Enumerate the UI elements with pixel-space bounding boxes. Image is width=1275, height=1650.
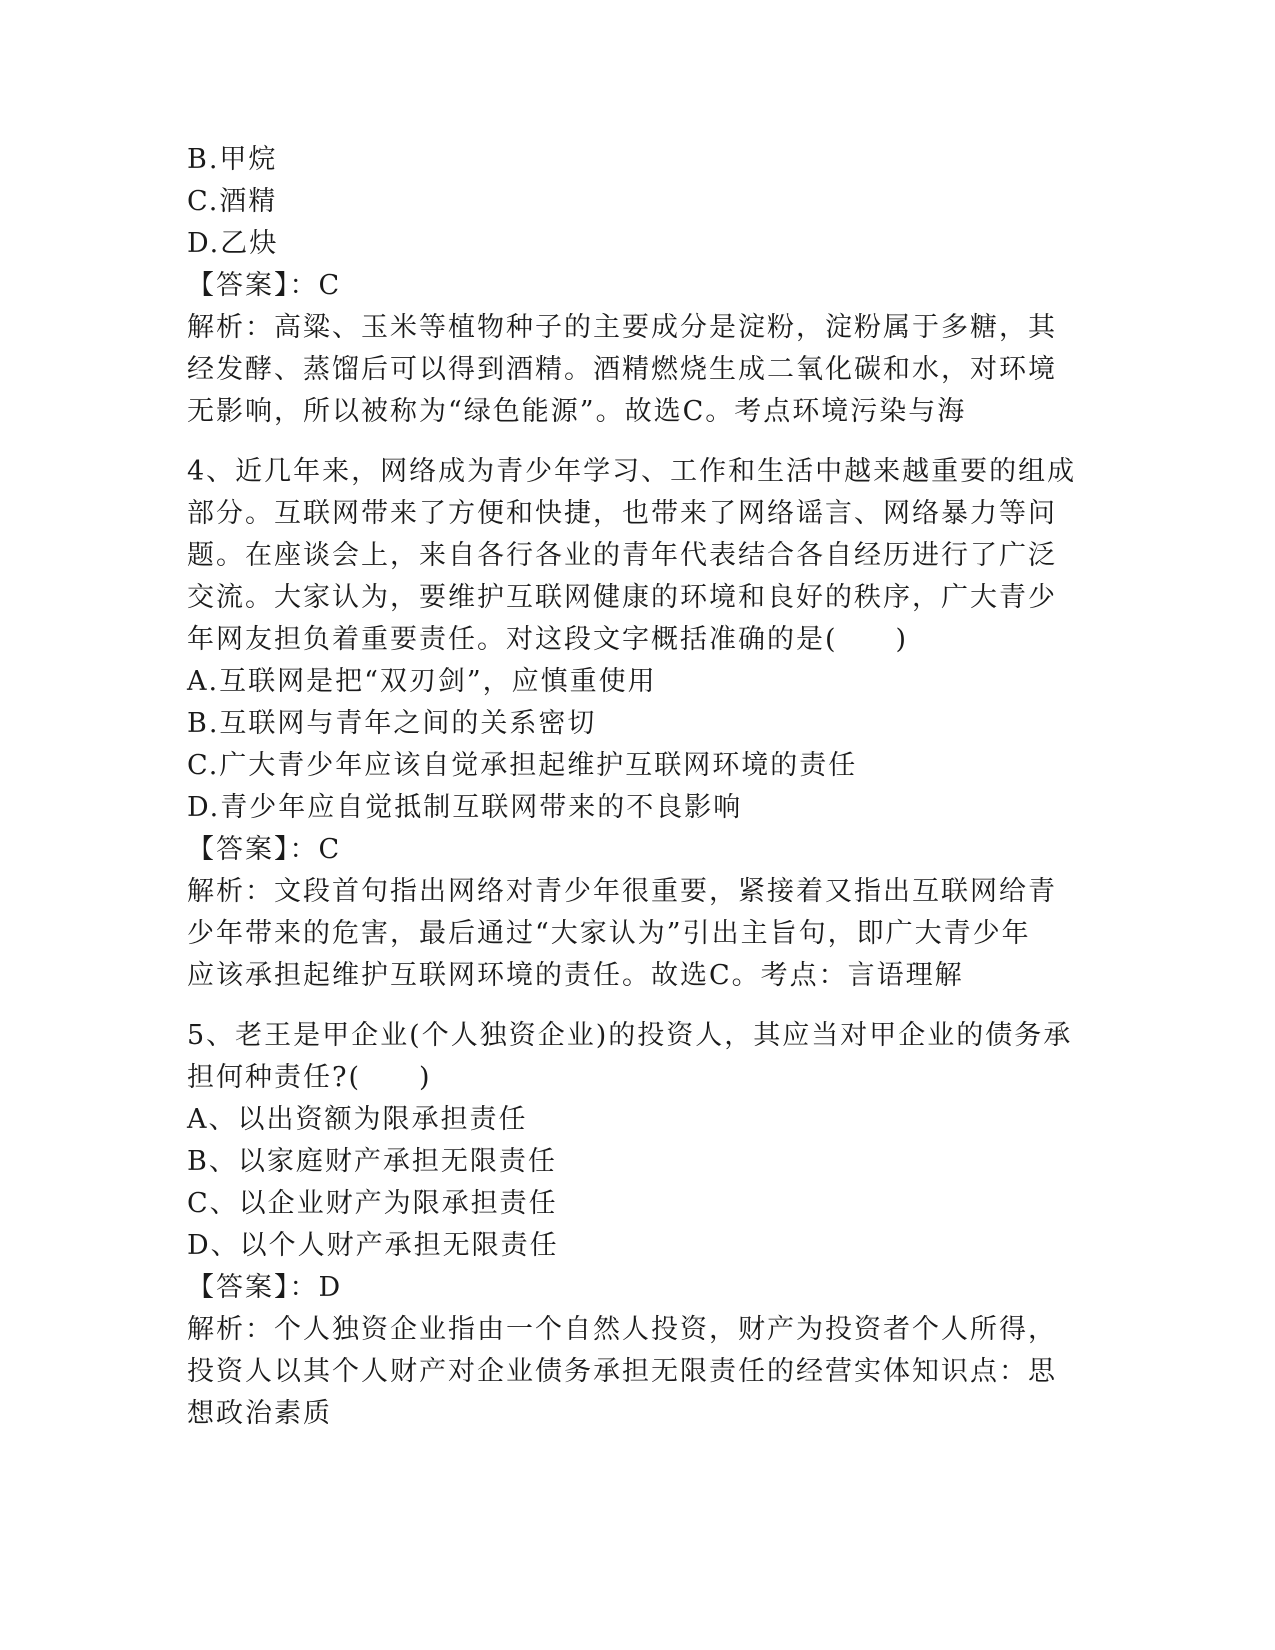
q4-option-c: C.广大青少年应该自觉承担起维护互联网环境的责任 (187, 750, 858, 781)
q4-answer: 【答案】：C (187, 834, 342, 865)
q5-option-a: A、以出资额为限承担责任 (187, 1104, 528, 1135)
q3-option-b: B.甲烷 (187, 144, 278, 175)
q4-option-a: A.互联网是把“双刃剑”，应慎重使用 (187, 666, 657, 697)
q3-explanation-line: 解析：高粱、玉米等植物种子的主要成分是淀粉，淀粉属于多糖，其 (187, 312, 1057, 343)
q3-answer: 【答案】：C (187, 270, 342, 301)
q4-stem-line: 年网友担负着重要责任。对这段文字概括准确的是( ) (187, 624, 909, 655)
q4-stem-line: 题。在座谈会上，来自各行各业的青年代表结合各自经历进行了广泛 (187, 540, 1057, 571)
q3-explanation-line: 经发酵、蒸馏后可以得到酒精。酒精燃烧生成二氧化碳和水，对环境 (187, 354, 1057, 385)
q4-stem-line: 交流。大家认为，要维护互联网健康的环境和良好的秩序，广大青少 (187, 582, 1057, 613)
q3-option-c: C.酒精 (187, 186, 278, 217)
q5-option-d: D、以个人财产承担无限责任 (187, 1230, 559, 1261)
q4-explanation-line: 应该承担起维护互联网环境的责任。故选C。考点：言语理解 (187, 960, 964, 991)
q4-option-d: D.青少年应自觉抵制互联网带来的不良影响 (187, 792, 743, 823)
q3-explanation-line: 无影响，所以被称为“绿色能源”。故选C。考点环境污染与海 (187, 396, 967, 427)
q5-answer: 【答案】：D (187, 1272, 343, 1303)
q5-option-b: B、以家庭财产承担无限责任 (187, 1146, 557, 1177)
q5-explanation-line: 投资人以其个人财产对企业债务承担无限责任的经营实体知识点：思 (187, 1356, 1057, 1387)
q5-option-c: C、以企业财产为限承担责任 (187, 1188, 558, 1219)
q5-stem-line: 担何种责任?( ) (187, 1062, 432, 1093)
q4-explanation-line: 解析：文段首句指出网络对青少年很重要，紧接着又指出互联网给青 (187, 876, 1057, 907)
q4-explanation-line: 少年带来的危害，最后通过“大家认为”引出主旨句，即广大青少年 (187, 918, 1031, 949)
q4-option-b: B.互联网与青年之间的关系密切 (187, 708, 597, 739)
q5-explanation-line: 想政治素质 (187, 1398, 332, 1429)
q5-explanation-line: 解析：个人独资企业指由一个自然人投资，财产为投资者个人所得， (187, 1314, 1057, 1345)
q5-stem-line: 5、老王是甲企业(个人独资企业)的投资人，其应当对甲企业的债务承 (187, 1020, 1073, 1051)
q4-stem-line: 4、近几年来，网络成为青少年学习、工作和生活中越来越重要的组成 (187, 456, 1077, 487)
q3-option-d: D.乙炔 (187, 228, 279, 259)
q4-stem-line: 部分。互联网带来了方便和快捷，也带来了网络谣言、网络暴力等问 (187, 498, 1057, 529)
